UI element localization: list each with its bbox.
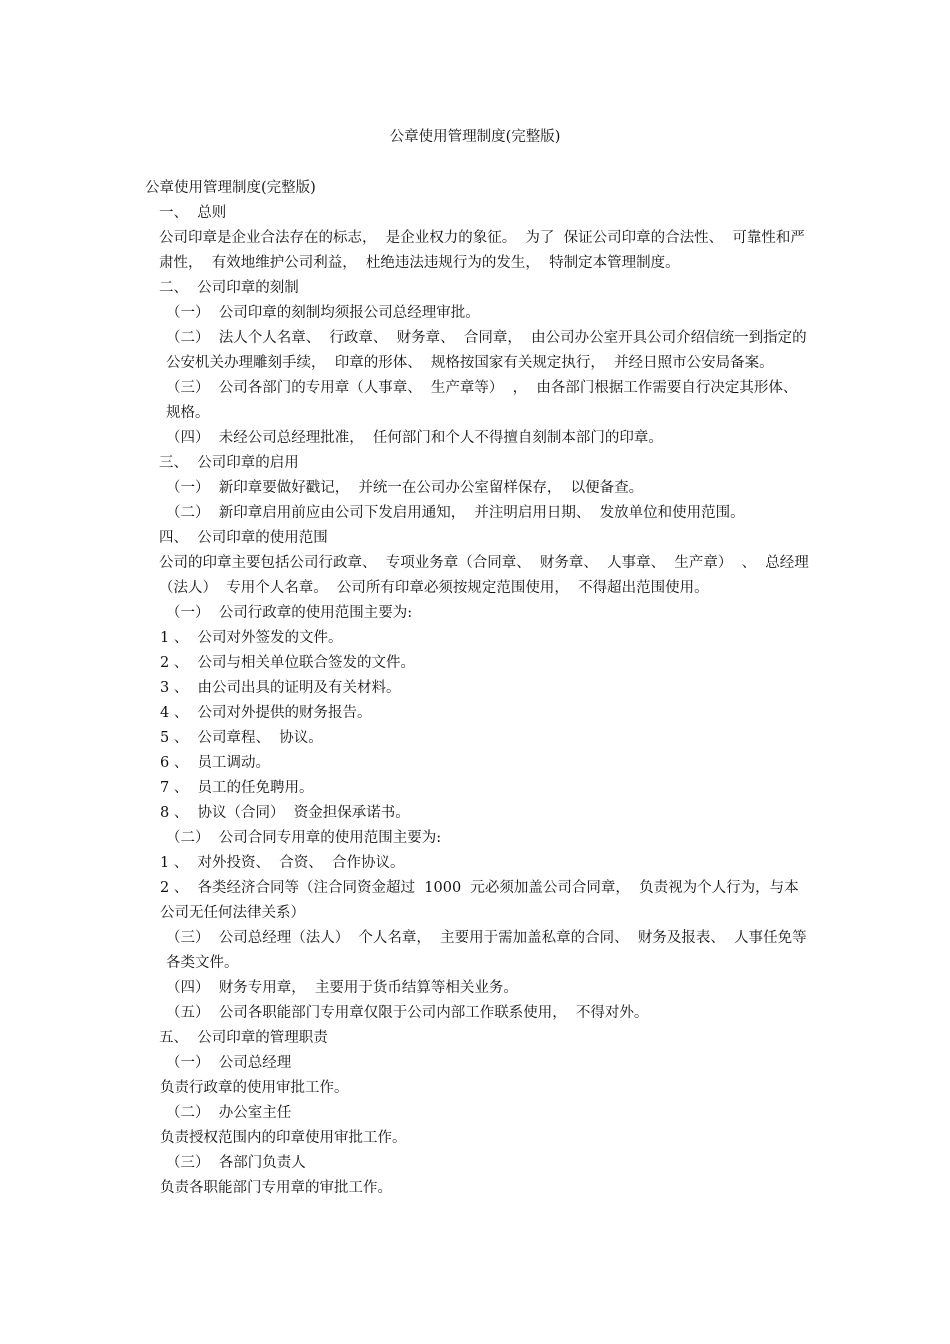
document-line: 5 、 公司章程、 协议。 <box>160 730 323 746</box>
document-line: 公司印章是企业合法存在的标志， 是企业权力的象征。 为了 保证公司印章的合法性、 可靠性和严肃性， 有效地维护公司利益， 杜绝违法违规行为的发生， 特制定本管理制度。 <box>159 230 805 271</box>
document-line: （五） 公司各职能部门专用章仅限于公司内部工作联系使用， 不得对外。 <box>166 1005 649 1021</box>
document-title: 公章使用管理制度(完整版) <box>389 129 561 145</box>
document-line: （二） 新印章启用前应由公司下发启用通知， 并注明启用日期、 发放单位和使用范围。 <box>166 505 745 521</box>
document-line: 四、 公司印章的使用范围 <box>159 530 328 546</box>
document-line: 公司的印章主要包括公司行政章、 专项业务章（合同章、 财务章、 人事章、 生产章） 、 总经理（法人） 专用个人名章。 公司所有印章必须按规定范围使用， 不得超出范围使用。 <box>159 555 809 596</box>
document-line: （一） 公司行政章的使用范围主要为: <box>166 605 413 621</box>
document-line: 1 、 公司对外签发的文件。 <box>160 630 343 646</box>
document-line: （一） 新印章要做好戳记， 并统一在公司办公室留样保存， 以便备查。 <box>166 480 644 496</box>
document-line: 负责授权范围内的印章使用审批工作。 <box>160 1130 407 1146</box>
document-line: （四） 财务专用章， 主要用于货币结算等相关业务。 <box>166 980 518 996</box>
document-line: 3 、 由公司出具的证明及有关材料。 <box>160 680 401 696</box>
document-line: 负责行政章的使用审批工作。 <box>160 1080 349 1096</box>
document-line: 三、 公司印章的启用 <box>159 455 299 471</box>
document-line: 6 、 员工调动。 <box>160 755 271 771</box>
document-line: （一） 公司印章的刻制均须报公司总经理审批。 <box>166 305 480 321</box>
document-line: （三） 公司总经理（法人） 个人名章， 主要用于需加盖私章的合同、 财务及报表、 人事任免等各类文件。 <box>166 930 807 971</box>
document-line: （三） 各部门负责人 <box>166 1155 306 1171</box>
document-line: 7 、 员工的任免聘用。 <box>160 780 314 796</box>
document-line: （二） 办公室主任 <box>166 1105 292 1121</box>
document-line: 一、 总则 <box>159 205 227 221</box>
document-line: 公章使用管理制度(完整版) <box>145 180 316 196</box>
document-line: （三） 公司各部门的专用章（人事章、 生产章等） ， 由各部门根据工作需要自行决定其形体、 规格。 <box>166 380 807 421</box>
document-line: （二） 公司合同专用章的使用范围主要为: <box>166 830 442 846</box>
document-body <box>145 176 813 1201</box>
document-line: 4 、 公司对外提供的财务报告。 <box>160 705 372 721</box>
document-line: 五、 公司印章的管理职责 <box>159 1030 328 1046</box>
document-line: 1 、 对外投资、 合资、 合作协议。 <box>160 855 405 871</box>
document-line: 2 、 公司与相关单位联合签发的文件。 <box>160 655 416 671</box>
document-line: （四） 未经公司总经理批准， 任何部门和个人不得擅自刻制本部门的印章。 <box>166 430 663 446</box>
document-line: 8 、 协议（合同） 资金担保承诺书。 <box>160 805 410 821</box>
document-line: 二、 公司印章的刻制 <box>159 280 299 296</box>
document-line: （一） 公司总经理 <box>166 1055 292 1071</box>
document-line: 2 、 各类经济合同等（注合同资金超过 1000 元必须加盖公司合同章， 负责视为个人行为，与本公司无任何法律关系） <box>160 880 799 921</box>
document-line: （二） 法人个人名章、 行政章、 财务章、 合同章， 由公司办公室开具公司介绍信统一到指定的公安机关办理雕刻手续， 印章的形体、 规格按国家有关规定执行， 并经日照市公安局备案。 <box>166 330 807 371</box>
document-line: 负责各职能部门专用章的审批工作。 <box>160 1180 392 1196</box>
